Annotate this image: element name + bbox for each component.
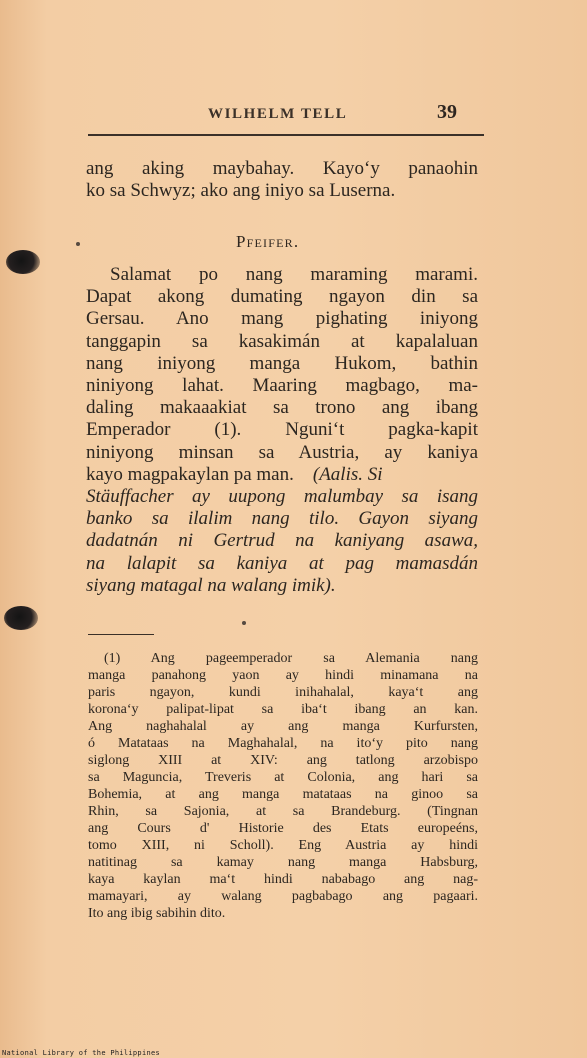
footnote-line: korona‘y palipat-lipat sa iba‘t ibang an kan. — [88, 702, 478, 717]
library-credit: National Library of the Philippines — [2, 1049, 161, 1057]
opening-paragraph — [86, 158, 478, 202]
page-number: 39 — [437, 101, 457, 123]
stage-direction-line: banko sa ilalim nang tilo. Gayon siyang — [86, 508, 478, 530]
text-line: ko sa Schwyz; ako ang iniyo sa Luserna. — [86, 180, 396, 202]
stage-direction-line: siyang matagal na walang imik). — [86, 574, 336, 596]
footnote-rule — [88, 634, 154, 635]
stage-direction-line: Stäuffacher ay uupong malumbay sa isang — [86, 486, 478, 508]
footnote-line: tomo XIII, ni Scholl). Eng Austria ay hindi — [88, 838, 478, 853]
text-line: Gersau. Ano mang pighating iniyong — [86, 308, 478, 330]
text-line: niniyong lahat. Maaring magbago, ma- — [86, 375, 478, 397]
stage-direction-start: (Aalis. Si — [312, 463, 383, 485]
stage-direction-line: na lalapit sa kaniya at pag mamasdán — [86, 552, 478, 574]
footnote-line: natitinag sa kamay nang manga Habsburg, — [88, 855, 478, 870]
text-line: Dapat akong dumating ngayon din sa — [86, 286, 478, 308]
running-head — [88, 100, 485, 134]
ink-speck — [242, 621, 246, 625]
text-line: Emperador (1). Nguni‘t pagka-kapit — [86, 419, 478, 441]
speech-paragraph — [86, 264, 478, 597]
stage-direction-line: dadatnán ni Gertrud na kaniyang asawa, — [86, 530, 478, 552]
text-line: Salamat po nang maraming marami. — [110, 264, 478, 285]
footnote-line: mamayari, ay walang pagbabago ang pagaari. — [88, 889, 478, 904]
mixed-line — [86, 464, 478, 486]
footnote-line: ang Cours d' Historie des Etats europeéns, — [88, 821, 478, 836]
footnote-line: paris ngayon, kundi inihahalal, kaya‘t ang — [88, 685, 478, 700]
footnote — [88, 650, 478, 922]
punch-hole-upper — [6, 250, 40, 274]
text-line: nang iniyong manga Hukom, bathin — [86, 352, 478, 374]
text-line: daling makaaakiat sa trono ang ibang — [86, 397, 478, 419]
footnote-line: ó Matataas na Maghahalal, na ito‘y pito nang — [88, 736, 478, 751]
text-line: ang aking maybahay. Kayo‘y panaohin — [86, 158, 478, 179]
speaker-name: Pfeifer. — [236, 232, 300, 251]
running-title: WILHELM TELL — [208, 106, 348, 122]
footnote-line: manga panahong yaon ay hindi minamana na — [88, 668, 478, 683]
footnote-line: (1) Ang pageemperador sa Alemania nang — [104, 651, 478, 666]
footnote-line: siglong XIII at XIV: ang tatlong arzobispo — [88, 753, 478, 768]
ink-speck — [76, 242, 80, 246]
punch-hole-lower — [4, 606, 38, 630]
footnote-line: Ang naghahalal ay ang manga Kurfursten, — [88, 719, 478, 734]
header-rule — [88, 134, 484, 136]
text-line: niniyong minsan sa Austria, ay kaniya — [86, 441, 478, 463]
text-line: tanggapin sa kasakimán at kapalaluan — [86, 330, 478, 352]
footnote-line: Rhin, sa Sajonia, at sa Brandeburg. (Tingnan — [88, 804, 478, 819]
footnote-line: sa Maguncia, Treveris at Colonia, ang hari sa — [88, 770, 478, 785]
footnote-line: kaya kaylan ma‘t hindi nababago ang nag- — [88, 872, 478, 887]
speech-tail: kayo magpakaylan pa man. — [86, 463, 294, 485]
footnote-line: Bohemia, at ang manga matataas na ginoo sa — [88, 787, 478, 802]
footnote-line: Ito ang ibig sabihin dito. — [88, 906, 226, 921]
